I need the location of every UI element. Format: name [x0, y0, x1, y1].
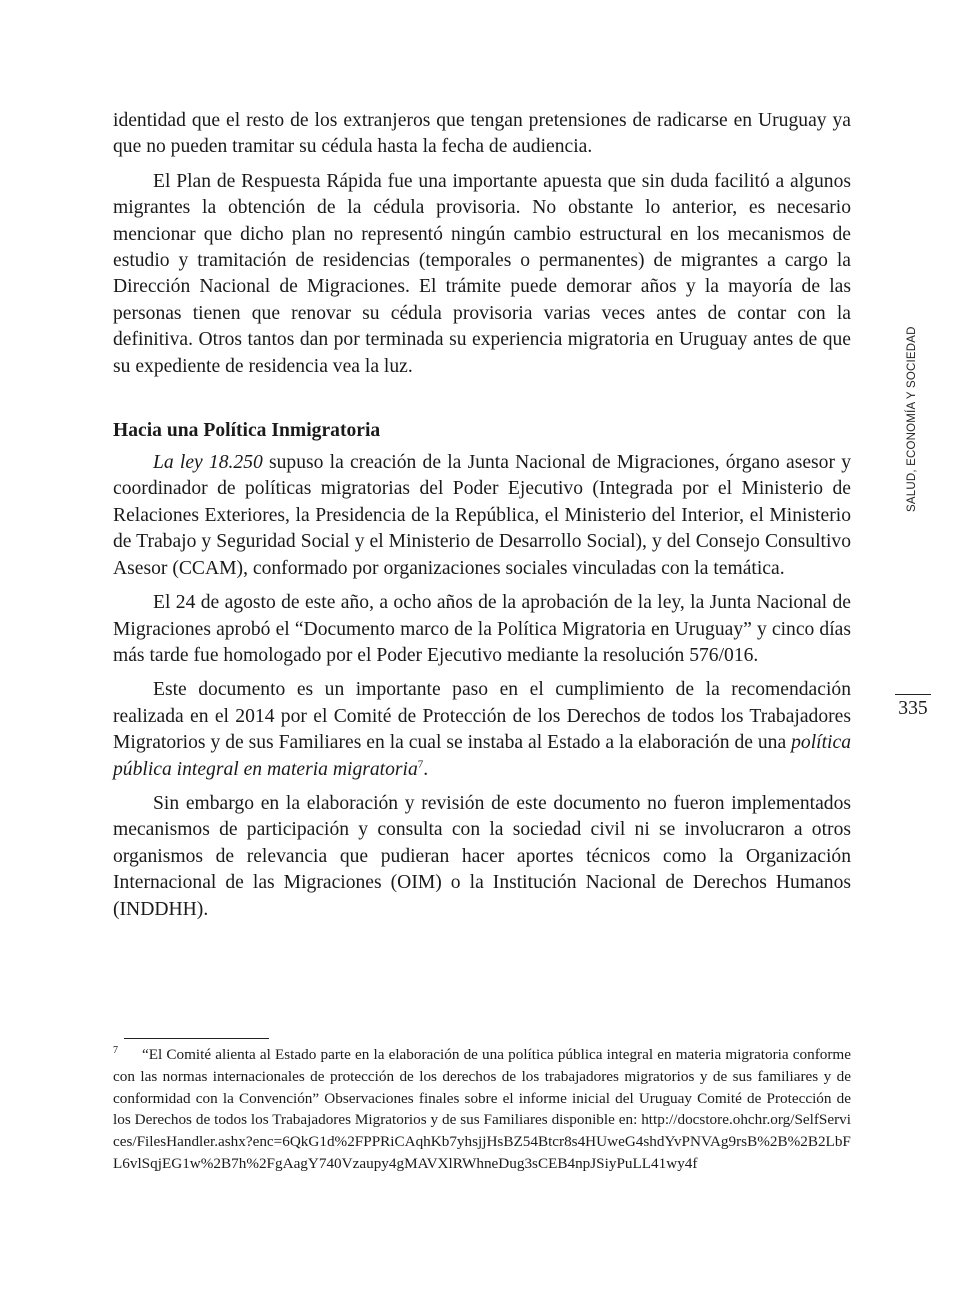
footnote-url-link[interactable]: http://docstore.ohchr.org/SelfServices/FilesHandler.ashx?enc=6QkG1d%2FPPRiCAqhKb7yhsjjHsBZ54Btcr8s4HUweG4shdYvPNVAg9rsB%2B%2B2LbFL6vlSqjEG1w%2B7h%2FgAagY740Vzaupy4gMAVXlRWhneDug3sCEB4npJSiyPuLL41wy4f [113, 1111, 851, 1172]
page-number: 335 [898, 698, 928, 719]
footnote-text: “El Comité alienta al Estado parte en la elaboración de una política pública integral en materia migratoria conforme con las normas internacionales de protección de los derechos de los trabajadores migratorios y de sus familiares y de conformidad con la Convención” Observaciones finales sobre el informe inicial del Uruguay Comité de Protección de los Derechos de todos los Trabajadores Migratorios y de sus Familiares disponible en: [113, 1046, 851, 1129]
section-heading: Hacia una Política Inmigratoria [113, 420, 381, 442]
footnote-reference[interactable]: 7 [417, 758, 424, 770]
italic-phrase: política pública integral en materia migratoria [113, 732, 851, 780]
section-side-label: SALUD, ECONOMÍA Y SOCIEDAD [906, 326, 918, 512]
paragraph-recomendacion [113, 677, 851, 783]
paragraph-documento-marco: El 24 de agosto de este año, a ocho años de la aprobación de la ley, la Junta Nacional de Migraciones aprobó el “Documento marco de la Política Migratoria en Uruguay” y cinco días más tarde fue homologado por el Poder Ejecutivo mediante la resolución 576/016. [113, 592, 851, 666]
law-reference: La ley 18.250 [153, 452, 263, 474]
main-text [113, 108, 851, 931]
paragraph-recomendacion-text: Este documento es un importante paso en el cumplimiento de la recomendación realizada en el 2014 por el Comité de Protección de los Derechos de todos los Trabajadores Migratorios y de sus Familiares en la cual se instaba al Estado a la elaboración de una [113, 679, 851, 754]
footnote: 7 “El Comité alienta al Estado parte en la elaboración de una política pública integral en materia migratoria conforme con las normas internacionales de protección de los derechos de los trabajadores migratorios y de sus familiares y de conformidad con la Convención” Observaciones finales sobre el informe inicial del Uruguay Comité de Protección de los Derechos de todos los Trabajadores Migratorios y de sus Familiares disponible en: http://docstore.ohchr.org/SelfServices/FilesHandler.ashx?enc=6QkG1d%2FPPRiCAqhKb7yhsjjHsBZ54Btcr8s4HUweG4shdYvPNVAg9rsB%2B%2B2LbFL6vlSqjEG1w%2B7h%2FgAagY740Vzaupy4gMAVXlRWhneDug3sCEB4npJSiyPuLL41wy4f [113, 1044, 851, 1172]
paragraph-recomendacion-end: . [423, 758, 429, 780]
paragraph-plan-respuesta: El Plan de Respuesta Rápida fue una importante apuesta que sin duda facilitó a algunos migrantes la obtención de la cédula provisoria. No obstante lo anterior, es necesario mencionar que dicho plan no representó ningún cambio estructural en los mecanismos de estudio y tramitación de residencias (temporales o permanentes) de migrantes a cargo la Dirección Nacional de Migraciones. El trámite puede demorar años y la mayoría de las personas tienen que renovar su cédula provisoria varias veces antes de contar con la definitiva. Otros tantos dan por terminada su experiencia migratoria en Uruguay antes de que su expediente de residencia vea la luz. [113, 170, 851, 377]
paragraph-ley-text: supuso la creación de la Junta Nacional de Migraciones, órgano asesor y coordinador de políticas migratorias del Poder Ejecutivo (Integrada por el Ministerio de Relaciones Exteriores, la Presidencia de la República, el Ministerio del Interior, el Ministerio de Trabajo y Seguridad Social y el Ministerio de Desarrollo Social), y del Consejo Consultivo Asesor (CCAM), conformado por organizaciones sociales vinculadas con la temática. [113, 452, 851, 579]
footnote-divider [124, 1038, 269, 1039]
paragraph-continuation: identidad que el resto de los extranjeros que tengan pretensiones de radicarse en Uruguay ya que no pueden tramitar su cédula hasta la fecha de audiencia. [113, 110, 851, 158]
page-number-rule [895, 694, 931, 695]
paragraph-ley [113, 450, 851, 582]
paragraph-sin-embargo: Sin embargo en la elaboración y revisión de este documento no fueron implementados mecanismos de participación y consulta con la sociedad civil ni se involucraron a otros organismos de relevancia que pudieran hacer aportes técnicos como la Organización Internacional de las Migraciones (OIM) o la Institución Nacional de Derechos Humanos (INDDHH). [113, 792, 851, 920]
